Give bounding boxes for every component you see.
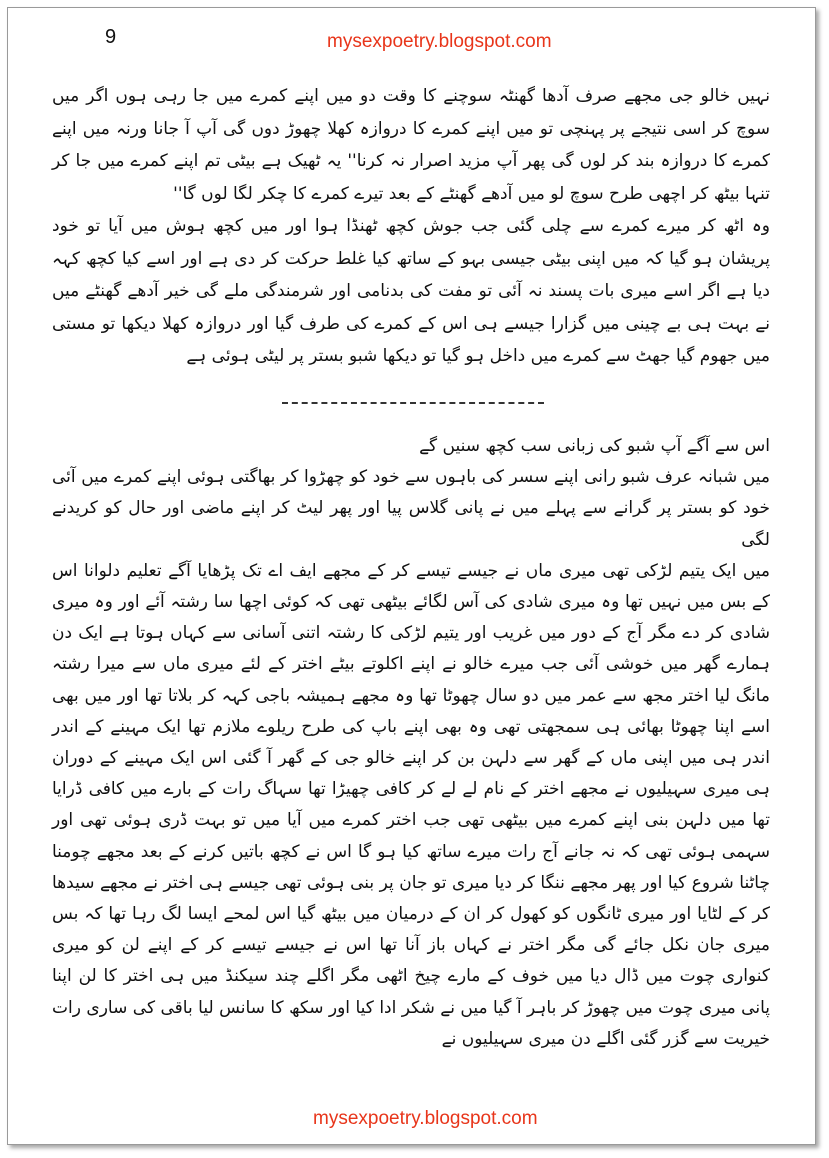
footer-site-link[interactable]: mysexpoetry.blogspot.com [313,1108,538,1129]
story-paragraph: وہ اٹھ کر میرے کمرے سے چلی گئی جب جوش کچھ ٹھنڈا ہوا اور میں کچھ ہوش میں آیا تو خود پریشان ہو گیا کہ میں اپنی بیٹی جیسی بہو کے ساتھ کیا غلط حرکت کر دی ہے اور اسے کیا کچھ کہہ دیا ہے اگر اسے میری بات پسند نہ آئی تو مفت کی بدنامی اور شرمندگی ملے گی خیر آدھے گھنٹے میں نے بہت ہی بے چینی میں گزارا جیسے ہی اس کے کمرے کی طرف گیا اور دروازہ کھلا دیکھا تو مستی میں جھوم گیا جھٹ سے کمرے میں داخل ہو گیا تو دیکھا شبو بستر پر لیٹی ہوئی ہے [52,216,770,366]
story-paragraph: اس سے آگے آپ شبو کی زبانی سب کچھ سنیں گے [419,436,770,456]
story-paragraph: میں ایک یتیم لڑکی تھی میری ماں نے جیسے تیسے کر کے مجھے ایف اے تک پڑھایا آگے تعلیم دلوانا اس کے بس میں نہیں تھا وہ میری شادی کی آس لگائے بیٹھی تھی کہ کوئی اچھا سا رشتہ آئے اور وہ میری شادی کر دے مگر آج کے دور میں غریب اور یتیم لڑکی کا رشتہ اتنی آسانی سے کہاں ہوتا ہے ایک دن ہمارے گھر میں خوشی آئی جب میرے خالو نے اپنے اکلوتے بیٹے اختر کے لئے میری ماں سے میرا رشتہ مانگ لیا اختر مجھ سے عمر میں دو سال چھوٹا تھا وہ مجھے ہمیشہ باجی کہہ کر بلاتا تھا اور میں بھی اسے اپنا چھوٹا بھائی ہی سمجھتی تھی وہ بھی اپنے باپ کی طرح ریلوے ملازم تھا ایک مہینے کے اندر اندر ہی میں اپنی ماں کے گھر سے دلہن بن کر اپنے خالو جی کے گھر آ گئی اس ایک مہینے کے دوران ہی میری سہیلیوں نے مجھے اختر کے نام لے لے کر کافی چھیڑا تھا سہاگ رات کے بارے میں کافی ڈرایا تھا میں دلہن بنی اپنے کمرے میں بیٹھی تھی جب اختر کمرے میں آیا میں تو بہت ڈری ہوئی تھی اور سہمی ہوئی تھی کہ نہ جانے آج رات میرے ساتھ کیا ہو گا اس نے کچھ باتیں کرنے کے بعد مجھے چومنا چاٹنا شروع کیا اور پھر مجھے ننگا کر دیا میری تو جان پر بنی ہوئی تھی جیسے ہی اختر نے مجھے سیدھا کر کے لٹایا اور میری ٹانگوں کو کھول کر ان کے درمیان میں بیٹھ گیا اس لمحے ایسا لگ رہا تھا کہ بس میری جان نکل جائے گی مگر اختر نے کہاں باز آنا تھا اس نے جیسے تیسے کر کے اپنے لن کو میری کنواری چوت میں ڈال دیا میں خوف کے مارے چیخ اٹھی مگر اگلے چند سیکنڈ میں ہی اختر کا لن اپنا پانی میری چوت میں چھوڑ کر باہر آ گیا میں نے شکر ادا کیا اور سکھ کا سانس لیا باقی کی ساری رات خیریت سے گزر گئی اگلے دن میری سہیلیوں نے [52,560,770,1049]
section-divider [282,402,544,404]
page-number: 9 [105,26,117,48]
story-text-bottom [52,431,770,1055]
header-site-link[interactable]: mysexpoetry.blogspot.com [327,31,552,52]
story-text-top [52,80,770,373]
story-paragraph: میں شبانہ عرف شبو رانی اپنے سسر کی باہوں سے خود کو چھڑوا کر بھاگتی ہوئی اپنے کمرے میں آئی خود کو بستر پر گرانے سے پہلے میں نے پانی گلاس پیا اور پھر لیٹ کر اپنے ماضی اور حال کو کریدنے لگی [52,467,770,550]
story-paragraph: نہیں خالو جی مجھے صرف آدھا گھنٹہ سوچنے کا وقت دو میں اپنے کمرے میں جا رہی ہوں اگر میں سوچ کر اسی نتیجے پر پہنچی تو میں اپنے کمرے کا دروازہ کھلا چھوڑ دوں گی آپ آ جانا ورنہ میں اپنے کمرے کا دروازہ بند کر لوں گی پھر آپ مزید اصرار نہ کرنا'' یہ ٹھیک ہے بیٹی تم اپنے کمرے میں جا کر تنہا بیٹھ کر اچھی طرح سوچ لو میں آدھے گھنٹے کے بعد تیرے کمرے کا چکر لگا لوں گا'' [52,86,770,204]
